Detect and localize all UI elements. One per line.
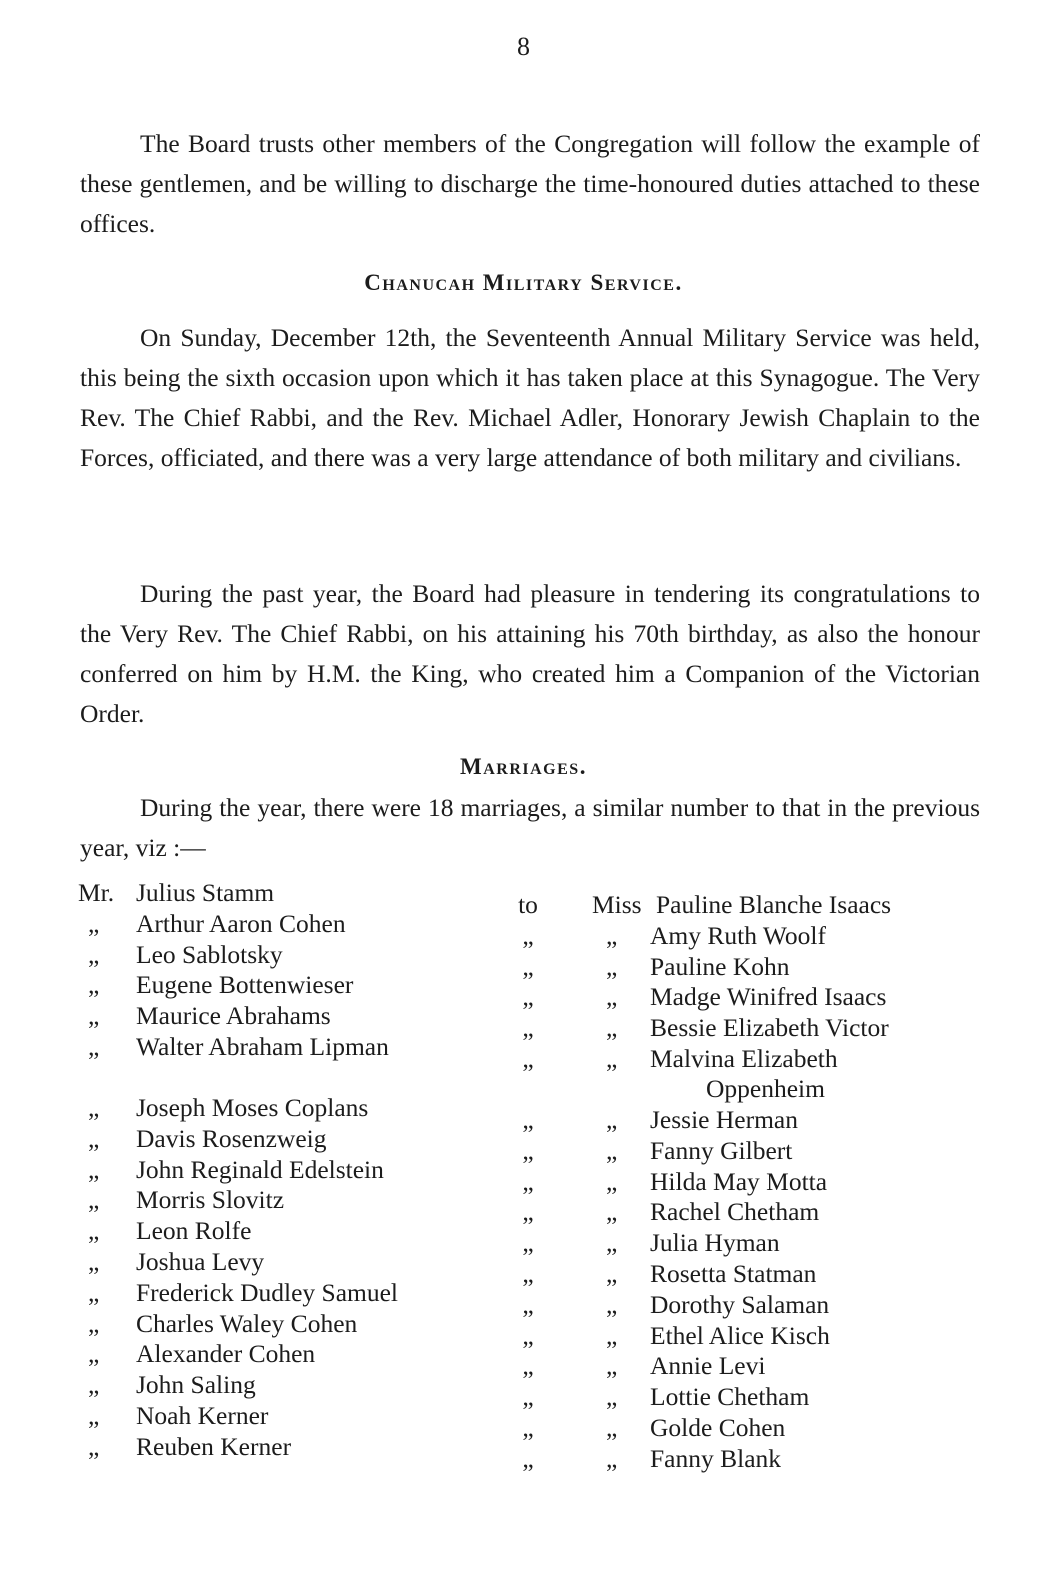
bride-name: Julia Hyman [650, 1228, 780, 1258]
groom-prefix: „ [88, 1001, 100, 1031]
groom-name: Noah Kerner [136, 1400, 269, 1430]
groom-prefix: „ [88, 1339, 100, 1369]
section-heading-chanucah: Chanucah Military Service. [364, 270, 683, 295]
groom-name: Davis Rosenzweig [136, 1123, 327, 1153]
groom-name: Walter Abraham Lipman [136, 1031, 389, 1061]
connector: „ [522, 1382, 534, 1412]
marriage-row [78, 1092, 998, 1134]
bride-prefix: „ [606, 1104, 618, 1134]
groom-name: Leo Sablotsky [136, 939, 283, 969]
groom-prefix: „ [88, 1031, 100, 1061]
bride-name: Annie Levi [650, 1351, 766, 1381]
connector: „ [522, 1013, 534, 1043]
bride-name: Pauline Kohn [650, 951, 790, 981]
marriage-row [78, 1123, 998, 1165]
bride-name: Madge Winifred Isaacs [650, 982, 887, 1012]
groom-name: Charles Waley Cohen [136, 1308, 358, 1338]
bride-name: Fanny Blank [650, 1443, 782, 1473]
intro-paragraph: The Board trusts other members of the Congregation will follow the example of these gentlemen, and be willing to discharge the time-honoured duties attached to these offices. [80, 129, 980, 238]
bride-prefix: „ [606, 1197, 618, 1227]
marriage-row [78, 1001, 998, 1043]
groom-name: Reuben Kerner [136, 1431, 292, 1461]
groom-prefix: „ [88, 1123, 100, 1153]
bride-name: Malvina Elizabeth Oppenheim [650, 1043, 838, 1103]
groom-prefix: „ [88, 908, 100, 938]
marriage-row [78, 1031, 998, 1103]
bride-name: Amy Ruth Woolf [650, 920, 826, 950]
marriage-row [78, 1431, 998, 1473]
marriage-row [78, 1185, 998, 1227]
marriage-row [78, 1216, 998, 1258]
bride-name: Fanny Gilbert [650, 1135, 793, 1165]
bride-name: Dorothy Salaman [650, 1289, 830, 1319]
groom-name: Joseph Moses Coplans [136, 1092, 369, 1122]
bride-prefix: „ [606, 951, 618, 981]
marriage-row [78, 1154, 998, 1196]
connector: „ [522, 1320, 534, 1350]
groom-prefix: „ [88, 1277, 100, 1307]
bride-name: Pauline Blanche Isaacs [656, 890, 892, 919]
groom-name: Frederick Dudley Samuel [136, 1277, 399, 1307]
bride-prefix: „ [606, 1135, 618, 1165]
groom-name: Joshua Levy [136, 1246, 265, 1276]
bride-prefix: „ [606, 1320, 618, 1350]
groom-prefix: „ [88, 1370, 100, 1400]
bride-name: Jessie Herman [650, 1104, 798, 1134]
groom-prefix: „ [88, 1308, 100, 1338]
bride-prefix: Miss [592, 890, 642, 919]
connector: „ [522, 1412, 534, 1442]
groom-name: Julius Stamm [136, 878, 275, 907]
groom-name: Eugene Bottenwieser [136, 970, 354, 1000]
marriage-row [78, 939, 998, 981]
marriage-row [78, 1370, 998, 1412]
groom-prefix: „ [88, 970, 100, 1000]
bride-prefix: „ [606, 1351, 618, 1381]
groom-prefix: „ [88, 1216, 100, 1246]
bride-name: Rachel Chetham [650, 1197, 820, 1227]
bride-prefix: „ [606, 1166, 618, 1196]
bride-prefix: „ [606, 1382, 618, 1412]
bride-prefix: „ [606, 1228, 618, 1258]
page-number: 8 [517, 32, 530, 61]
groom-prefix: „ [88, 1431, 100, 1461]
marriage-row [78, 1308, 998, 1350]
connector: „ [522, 1043, 534, 1073]
connector: „ [522, 1351, 534, 1381]
bride-name: Lottie Chetham [650, 1382, 810, 1412]
bride-prefix: „ [606, 1443, 618, 1473]
marriage-row [78, 1339, 998, 1381]
marriage-row [78, 1400, 998, 1442]
groom-prefix: „ [88, 1246, 100, 1276]
connector: „ [522, 1197, 534, 1227]
marriage-list [78, 878, 998, 1473]
connector: „ [522, 1443, 534, 1473]
groom-name: Arthur Aaron Cohen [136, 908, 346, 938]
connector: „ [522, 1104, 534, 1134]
bride-prefix: „ [606, 920, 618, 950]
groom-name: Leon Rolfe [136, 1216, 252, 1246]
bride-name-continuation: Oppenheim [706, 1073, 825, 1103]
connector: „ [522, 1135, 534, 1165]
section-heading-marriages: Marriages. [460, 754, 587, 779]
connector: „ [522, 982, 534, 1012]
bride-prefix: „ [606, 1013, 618, 1043]
groom-name: John Saling [136, 1370, 256, 1400]
groom-name: Morris Slovitz [136, 1185, 285, 1215]
groom-name: John Reginald Edelstein [136, 1154, 384, 1184]
connector: „ [522, 1289, 534, 1319]
groom-prefix: „ [88, 1154, 100, 1184]
marriage-row [78, 1277, 998, 1319]
marriage-row [78, 878, 998, 919]
bride-prefix: „ [606, 1289, 618, 1319]
groom-name: Alexander Cohen [136, 1339, 316, 1369]
connector: „ [522, 951, 534, 981]
birthday-paragraph: During the past year, the Board had pleasure in tendering its congratulations to the Very Rev. The Chief Rabbi, on his attaining his 70th birthday, as also the honour conferred on him by H.M. the King, who created him a Companion of the Victorian Order. [80, 579, 980, 728]
groom-prefix: „ [88, 1400, 100, 1430]
connector: „ [522, 1258, 534, 1288]
groom-name: Maurice Abrahams [136, 1001, 331, 1031]
groom-prefix: „ [88, 1185, 100, 1215]
groom-prefix: „ [88, 1092, 100, 1122]
marriages-paragraph: During the year, there were 18 marriages, a similar number to that in the previous year, viz :— [80, 793, 980, 862]
bride-prefix: „ [606, 1043, 618, 1073]
bride-prefix: „ [606, 1258, 618, 1288]
marriage-row [78, 908, 998, 950]
chanucah-paragraph: On Sunday, December 12th, the Seventeenth Annual Military Service was held, this being the sixth occasion upon which it has taken place at this Synagogue. The Very Rev. The Chief Rabbi, and the Rev. Michael Adler, Honorary Jewish Chaplain to the Forces, officiated, and there was a very large attendance of both military and civilians. [80, 323, 980, 472]
groom-prefix: „ [88, 939, 100, 969]
groom-prefix: Mr. [78, 878, 115, 907]
marriage-row [78, 1246, 998, 1288]
bride-name: Golde Cohen [650, 1412, 786, 1442]
connector: „ [522, 1166, 534, 1196]
bride-name: Rosetta Statman [650, 1258, 817, 1288]
connector: „ [522, 920, 534, 950]
marriage-row [78, 970, 998, 1012]
connector: „ [522, 1228, 534, 1258]
bride-name: Hilda May Motta [650, 1166, 828, 1196]
bride-prefix: „ [606, 982, 618, 1012]
bride-prefix: „ [606, 1412, 618, 1442]
bride-name: Bessie Elizabeth Victor [650, 1013, 889, 1043]
connector: to [518, 890, 538, 919]
bride-name: Ethel Alice Kisch [650, 1320, 830, 1350]
